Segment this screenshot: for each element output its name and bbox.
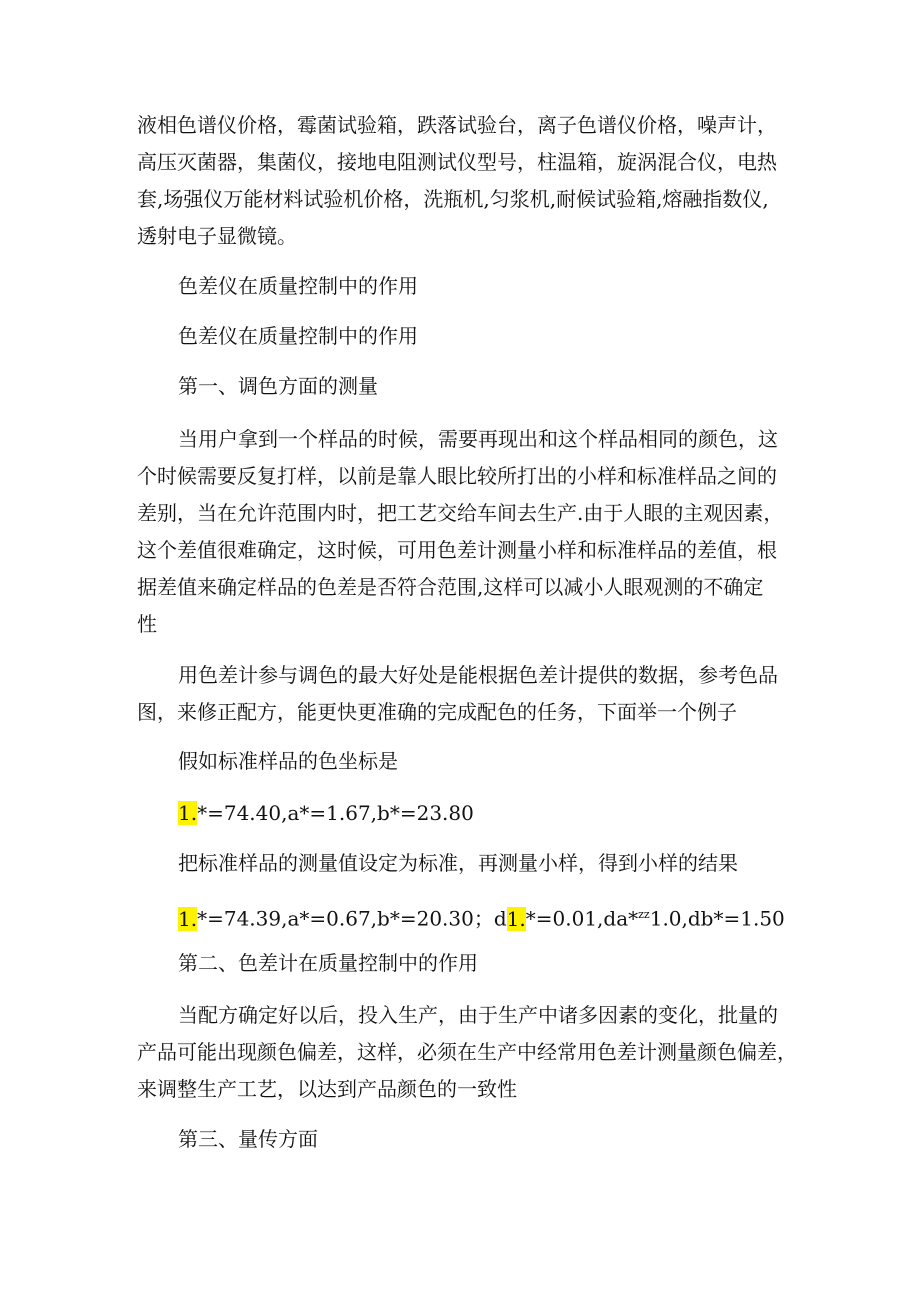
text-line: 图，来修正配方，能更快更准确的完成配色的任务，下面举一个例子 — [137, 700, 737, 724]
text-line: 性 — [137, 612, 157, 636]
superscript-text: zz — [638, 908, 650, 921]
text-line: 当配方确定好以后，投入生产，由于生产中诸多因素的变化，批量的 — [178, 1003, 778, 1027]
text-line: 这个差值很难确定，这时候，可用色差计测量小样和标准样品的差值，根 — [137, 538, 777, 562]
text-line: 当用户拿到一个样品的时候，需要再现出和这个样品相同的颜色，这 — [178, 427, 778, 451]
subsection-heading: 第三、量传方面 — [178, 1127, 318, 1151]
text-line: 透射电子显微镜。 — [137, 224, 297, 248]
highlight-mark: 1. — [178, 801, 198, 825]
text-line: 液相色谱仪价格，霉菌试验箱，跌落试验台，离子色谱仪价格，噪声计， — [137, 113, 777, 137]
subsection-heading: 第一、调色方面的测量 — [178, 374, 378, 398]
text-line: 差别，当在允许范围内时，把工艺交给车间去生产.由于人眼的主观因素， — [137, 501, 784, 525]
section-heading: 色差仪在质量控制中的作用 — [178, 274, 418, 298]
subsection-heading: 第二、色差计在质量控制中的作用 — [178, 951, 478, 975]
formula-text: *=74.40,a*=1.67,b*=23.80 — [197, 801, 474, 825]
text-line: 高压灭菌器，集菌仪，接地电阻测试仪型号，柱温箱，旋涡混合仪，电热 — [137, 150, 777, 174]
text-line: 用色差计参与调色的最大好处是能根据色差计提供的数据，参考色品 — [178, 663, 778, 687]
instrument-list-paragraph — [137, 107, 787, 255]
body-paragraph: 假如标准样品的色坐标是 — [178, 749, 398, 773]
formula-text: *=74.39,a*=0.67,b*=20.30；d — [197, 906, 507, 931]
highlight-mark: 1. — [506, 906, 526, 931]
body-paragraph — [137, 997, 797, 1108]
text-line: 个时候需要反复打样，以前是靠人眼比较所打出的小样和标准样品之间的 — [137, 464, 777, 488]
body-paragraph — [137, 421, 787, 643]
formula-line — [178, 795, 828, 832]
text-line: 来调整生产工艺，以达到产品颜色的一致性 — [137, 1077, 517, 1101]
highlight-mark: 1. — [178, 906, 198, 931]
text-line: 套,场强仪万能材料试验机价格，洗瓶机,匀浆机,耐候试验箱,熔融指数仪, — [137, 187, 769, 211]
body-paragraph — [137, 657, 787, 731]
section-heading: 色差仪在质量控制中的作用 — [178, 324, 418, 348]
body-paragraph: 把标准样品的测量值设定为标准，再测量小样，得到小样的结果 — [178, 851, 738, 875]
formula-text: *=0.01,da* — [525, 906, 639, 931]
text-line: 据差值来确定样品的色差是否符合范围,这样可以减小人眼观测的不确定 — [137, 575, 764, 599]
text-line: 产品可能出现颜色偏差，这样，必须在生产中经常用色差计测量颜色偏差， — [137, 1040, 797, 1064]
formula-line — [178, 896, 828, 938]
formula-text: 1.0,db*=1.50 — [649, 906, 785, 931]
